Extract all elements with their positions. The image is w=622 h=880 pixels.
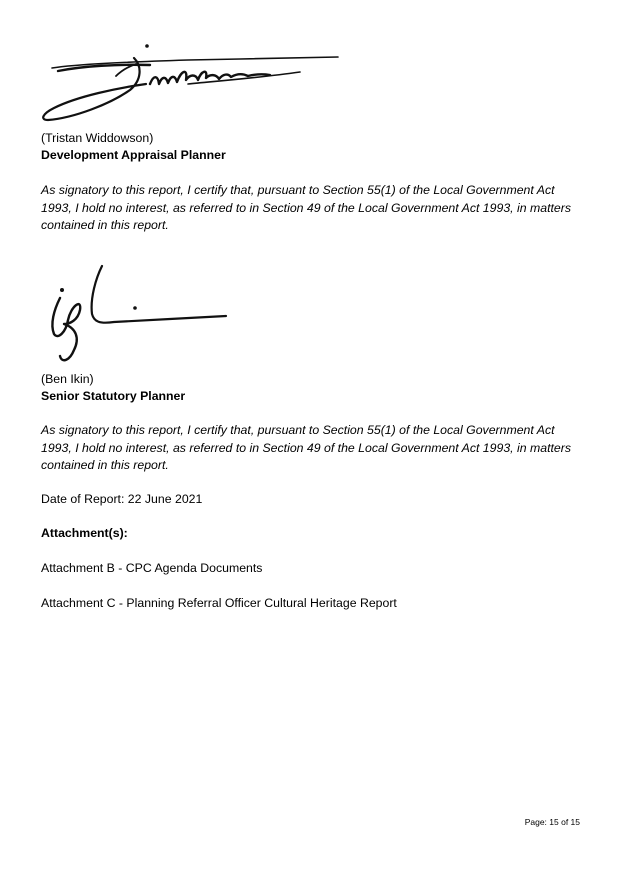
certification-line: As signatory to this report, I certify that, pursuant to Section 55(1) of the Local Government Act — [41, 423, 555, 437]
certification-paragraph-2 — [41, 422, 571, 475]
attachment-item-c: Attachment C - Planning Referral Officer Cultural Heritage Report — [41, 596, 397, 610]
certification-line: 1993, I hold no interest, as referred to in Section 49 of the Local Government Act 1993, in matters — [41, 200, 571, 215]
signature-image-ben-ikin — [40, 258, 240, 370]
signatory-name-2: (Ben Ikin) — [41, 372, 94, 386]
attachments-heading: Attachment(s): — [41, 526, 128, 540]
certification-line: contained in this report. — [41, 458, 169, 472]
signatory-title-2: Senior Statutory Planner — [41, 389, 186, 403]
certification-paragraph-1 — [41, 182, 571, 235]
signatory-name-1: (Tristan Widdowson) — [41, 131, 154, 145]
signatory-title-1: Development Appraisal Planner — [41, 148, 226, 162]
certification-line: contained in this report. — [41, 218, 169, 232]
report-date: Date of Report: 22 June 2021 — [41, 492, 203, 506]
page-number: Page: 15 of 15 — [524, 817, 580, 827]
signature-image-tristan-widdowson — [38, 38, 348, 123]
certification-line: As signatory to this report, I certify that, pursuant to Section 55(1) of the Local Government Act — [41, 183, 555, 197]
certification-line: 1993, I hold no interest, as referred to in Section 49 of the Local Government Act 1993, in matters — [41, 440, 571, 455]
attachment-item-b: Attachment B - CPC Agenda Documents — [41, 561, 263, 575]
